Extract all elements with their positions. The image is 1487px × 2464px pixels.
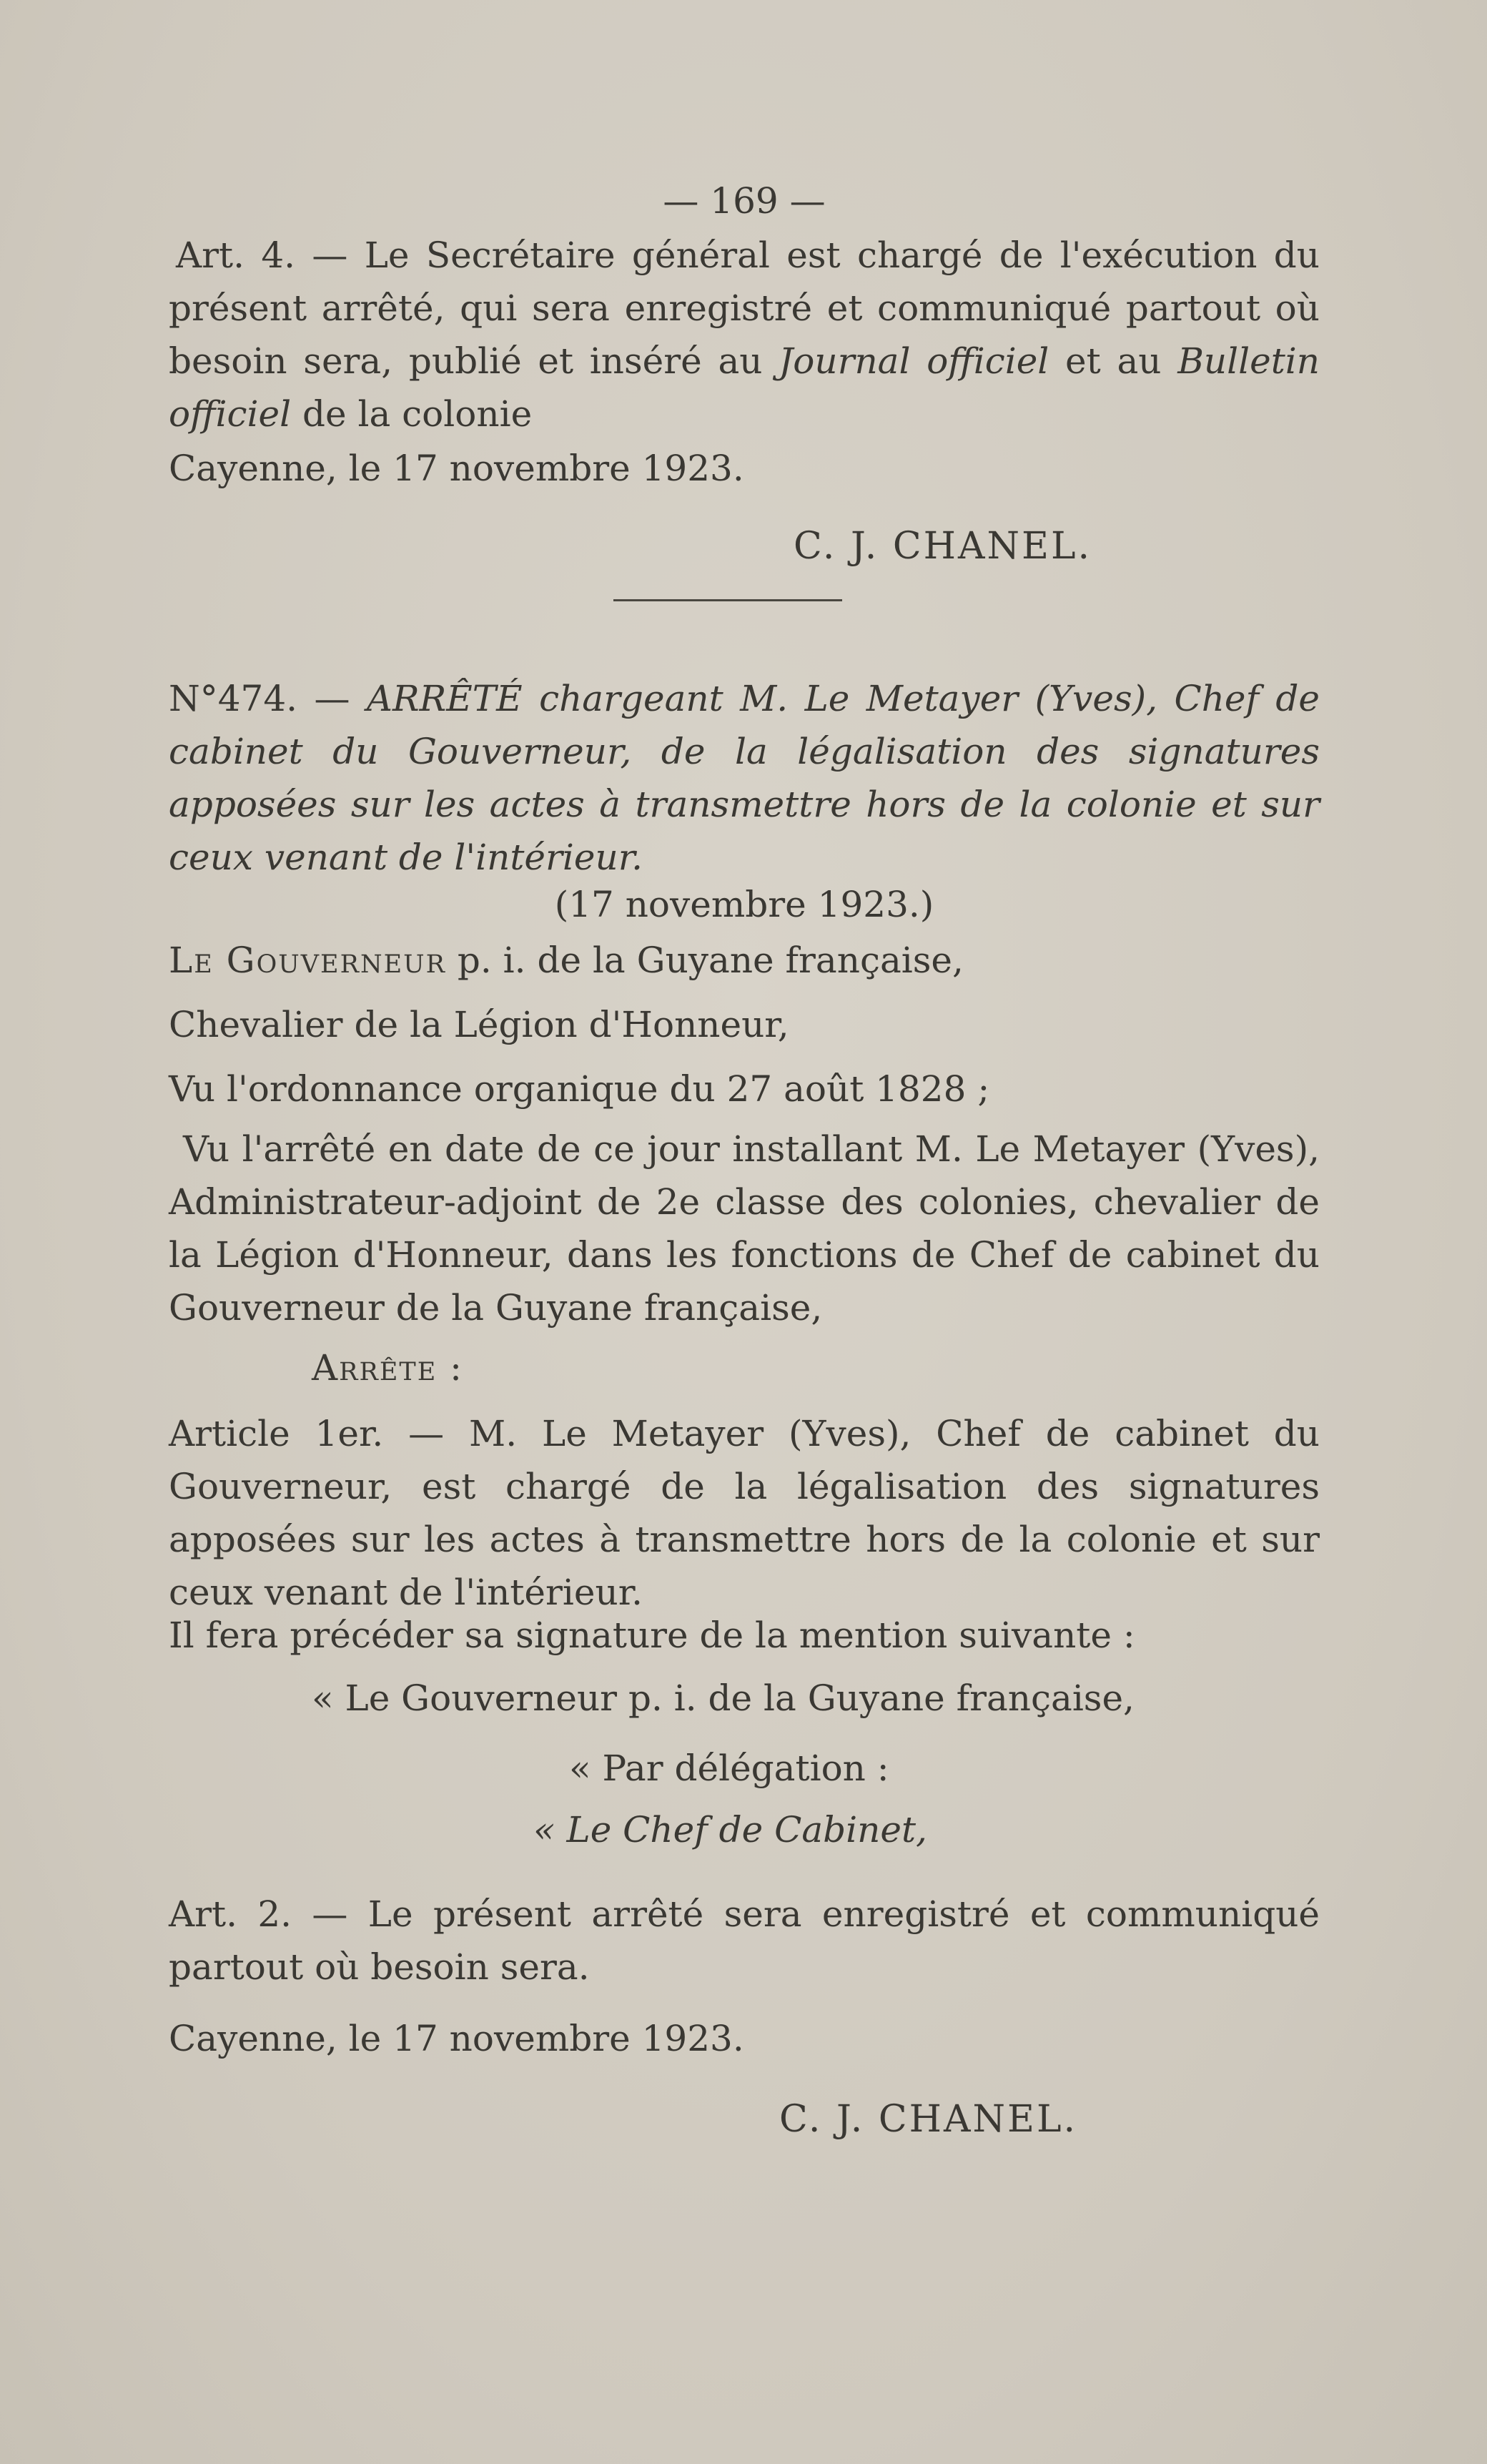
chevalier-line: Chevalier de la Légion d'Honneur, <box>169 1004 789 1045</box>
vu-ordonnance: Vu l'ordonnance organique du 27 août 1828 ; <box>169 1068 990 1110</box>
article-1 <box>169 1407 1320 1619</box>
journal-officiel: Journal officiel <box>779 340 1049 382</box>
quote-line-3: « Le Chef de Cabinet, <box>533 1809 927 1851</box>
mention-line: Il fera précéder sa signature de la mention suivante : <box>169 1615 1135 1656</box>
arrete-label: Arrête : <box>312 1347 463 1389</box>
page-number: — 169 — <box>663 180 826 222</box>
governor-title: Le Gouverneur <box>169 940 446 981</box>
bottom-signature: C. J. CHANEL. <box>779 2098 1078 2141</box>
article-2 <box>169 1888 1320 1994</box>
bulletin-officiel: Bulletin officiel <box>169 340 1320 435</box>
arrete-heading <box>169 1341 1320 1394</box>
article-2-text: Art. 2. — Le présent arrêté sera enregistré et communiqué partout où besoin sera. <box>169 1893 1320 1988</box>
article-4-end: de la colonie <box>291 393 533 435</box>
top-signature: C. J. CHANEL. <box>794 525 1092 568</box>
vu-arrete <box>169 1123 1320 1334</box>
section-divider <box>613 599 842 601</box>
governor-rest: p. i. de la Guyane française, <box>445 940 964 981</box>
article-4-text: Art. 4. — Le Secrétaire général est chargé de l'exécution du présent arrêté, qui sera enregistré et communiqué partout où besoin sera, publié et inséré au <box>169 235 1320 382</box>
top-date: Cayenne, le 17 novembre 1923. <box>169 448 744 489</box>
quote-line-2: « Par délégation : <box>569 1748 889 1789</box>
article-4-paragraph <box>169 229 1320 440</box>
article-4-et-au: et au <box>1049 340 1178 382</box>
quote-line-1: « Le Gouverneur p. i. de la Guyane française, <box>312 1677 1135 1719</box>
bottom-date: Cayenne, le 17 novembre 1923. <box>169 2018 744 2059</box>
act-date: (17 novembre 1923.) <box>554 884 934 925</box>
vu-arrete-text: Vu l'arrêté en date de ce jour installant M. Le Metayer (Yves), Administrateur-adjoint de 2e classe des colonies, chevalier de la Légion d'Honneur, dans les fonctions de Chef de cabinet du Gouverneur de la Guyane française, <box>169 1128 1320 1329</box>
act-heading <box>169 672 1320 884</box>
governor-line <box>169 934 1320 987</box>
act-number: N°474. — <box>169 678 367 719</box>
act-title: ARRÊTÉ chargeant M. Le Metayer (Yves), Chef de cabinet du Gouverneur, de la légalisation des signatures apposées sur les actes à transmettre hors de la colonie et sur ceux venant de l'intérieur. <box>169 678 1320 878</box>
article-1-text: Article 1er. — M. Le Metayer (Yves), Chef de cabinet du Gouverneur, est chargé de la légalisation des signatures apposées sur les actes à transmettre hors de la colonie et sur ceux venant de l'intérieur. <box>169 1413 1320 1613</box>
